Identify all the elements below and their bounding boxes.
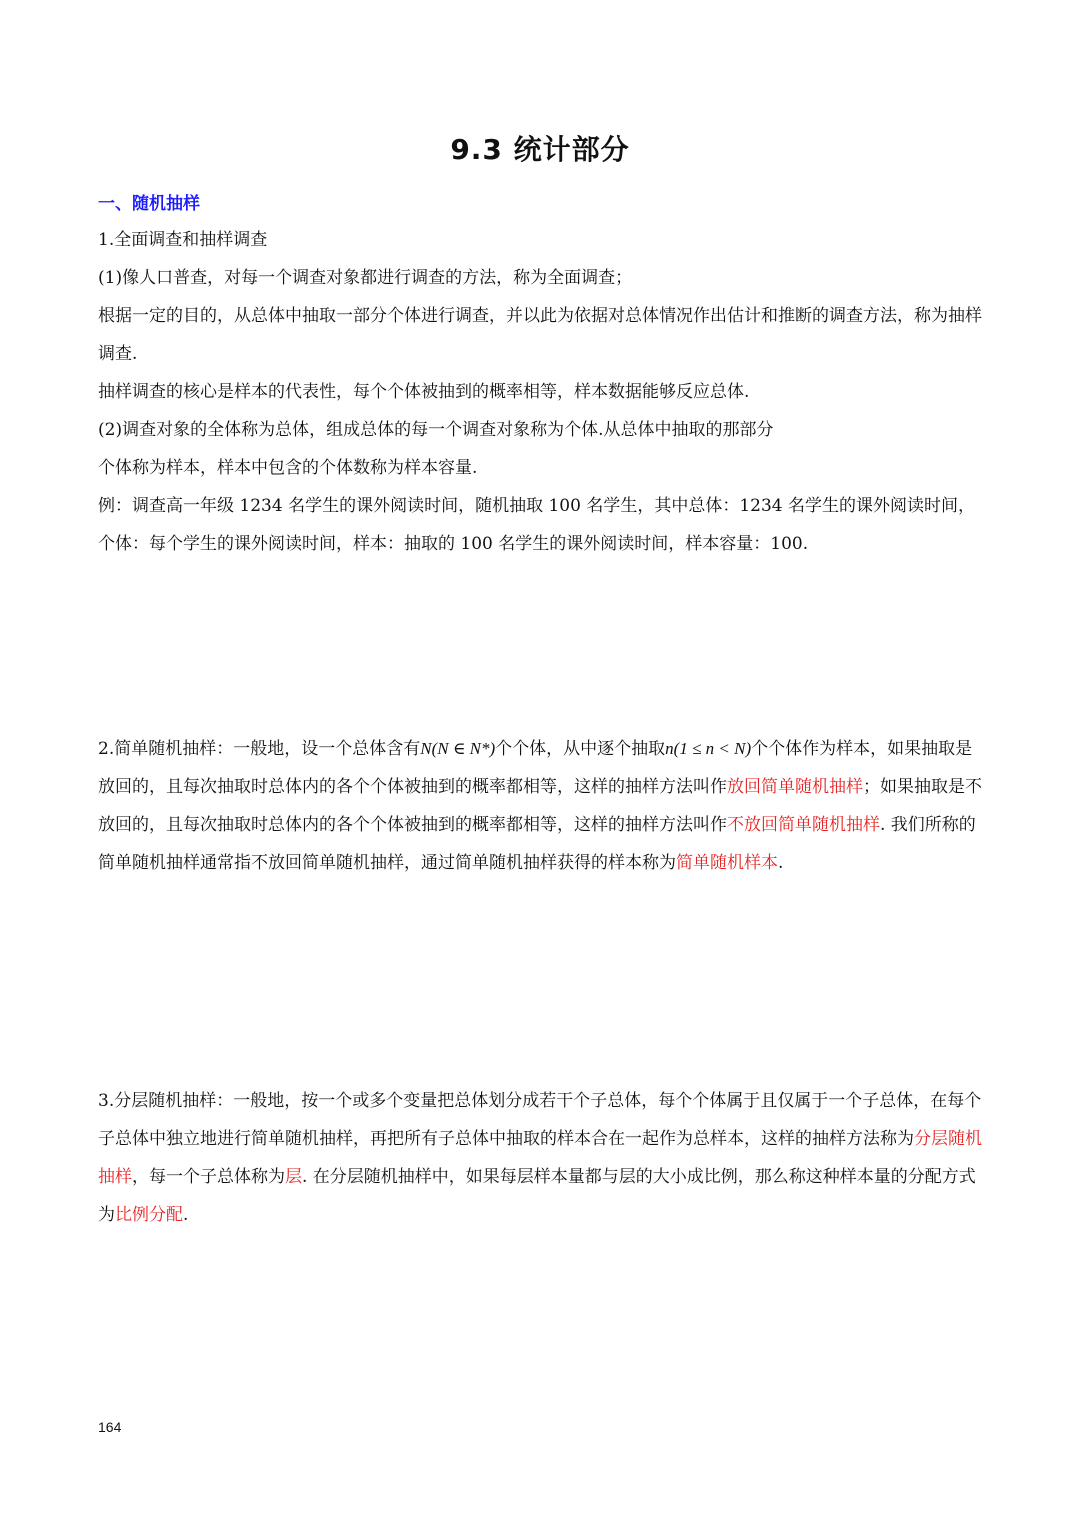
- paragraph-simple-random-sampling: [98, 730, 984, 882]
- paragraph-stratified-sampling: [98, 1082, 984, 1234]
- paragraph-sample-definition: 个体称为样本，样本中包含的个体数称为样本容量.: [98, 458, 478, 478]
- formula-sample-size: n(1 ≤ n < N): [665, 739, 752, 758]
- term-with-replacement: 放回简单随机抽样: [727, 777, 863, 797]
- term-stratum: 层: [285, 1167, 302, 1187]
- text-run: 2.简单随机抽样：一般地，设一个总体含有: [98, 739, 421, 759]
- text-run: 3.分层随机抽样：一般地，按一个或多个变量把总体划分成若干个子总体，每个个体属于且仅属于一个子总体，在每个子总体中独立地进行简单随机抽样，再把所有子总体中抽取的样本合在一起作为总样本，这样的抽样方法称为: [98, 1091, 982, 1149]
- text-run: 个个体，从中逐个抽取: [495, 739, 666, 759]
- paragraph-sampling-core: 抽样调查的核心是样本的代表性，每个个体被抽到的概率相等，样本数据能够反应总体.: [98, 382, 750, 402]
- paragraph-population-definition: (2)调查对象的全体称为总体，组成总体的每一个调查对象称为个体.从总体中抽取的那部分: [98, 420, 774, 440]
- section2-simple-random-sampling: [98, 730, 984, 882]
- text-run: . 在分层随机抽样中，如果每层样本量都与层的大小成比例，那么称这种样本量的分配方式为: [98, 1167, 976, 1225]
- text-run: . 我们所称的简单随机抽样通常指不放回简单随机抽样，通过简单随机抽样获得的样本称为: [98, 815, 976, 873]
- section1-body: [98, 221, 984, 563]
- text-run: ；如果抽取是不放回的，且每次抽取时总体内的各个个体被抽到的概率都相等，这样的抽样方法叫作: [98, 777, 982, 835]
- text-run: ，每一个子总体称为: [132, 1167, 285, 1187]
- text-run: 个个体作为样本，如果抽取是放回的，且每次抽取时总体内的各个个体被抽到的概率都相等，这样的抽样方法叫作: [98, 739, 973, 797]
- term-stratified-sampling: 分层随机抽样: [98, 1129, 982, 1187]
- paragraph-example: 例：调查高一年级 1234 名学生的课外阅读时间，随机抽取 100 名学生，其中总体：1234 名学生的课外阅读时间，个体：每个学生的课外阅读时间，样本：抽取的 100 名学生的课外阅读时间，样本容量：100.: [98, 496, 975, 554]
- text-run: .: [183, 1205, 189, 1225]
- term-without-replacement: 不放回简单随机抽样: [727, 815, 880, 835]
- term-simple-random-sample: 简单随机样本: [676, 853, 778, 873]
- page-title: 9.3 统计部分: [450, 133, 630, 166]
- formula-population-size: N(N ∈ N*): [420, 739, 496, 758]
- term-proportional-allocation: 比例分配: [115, 1205, 183, 1225]
- subheading-survey-types: 1.全面调查和抽样调查: [98, 230, 268, 250]
- page-number: 164: [98, 1419, 122, 1435]
- section-heading-random-sampling: 一、随机抽样: [98, 194, 200, 214]
- paragraph-sampling-survey: 根据一定的目的，从总体中抽取一部分个体进行调查，并以此为依据对总体情况作出估计和推断的调查方法，称为抽样调查.: [98, 306, 982, 364]
- text-run: .: [778, 853, 784, 873]
- section3-stratified-sampling: [98, 1082, 984, 1234]
- paragraph-census: (1)像人口普查，对每一个调查对象都进行调查的方法，称为全面调查；: [98, 268, 633, 288]
